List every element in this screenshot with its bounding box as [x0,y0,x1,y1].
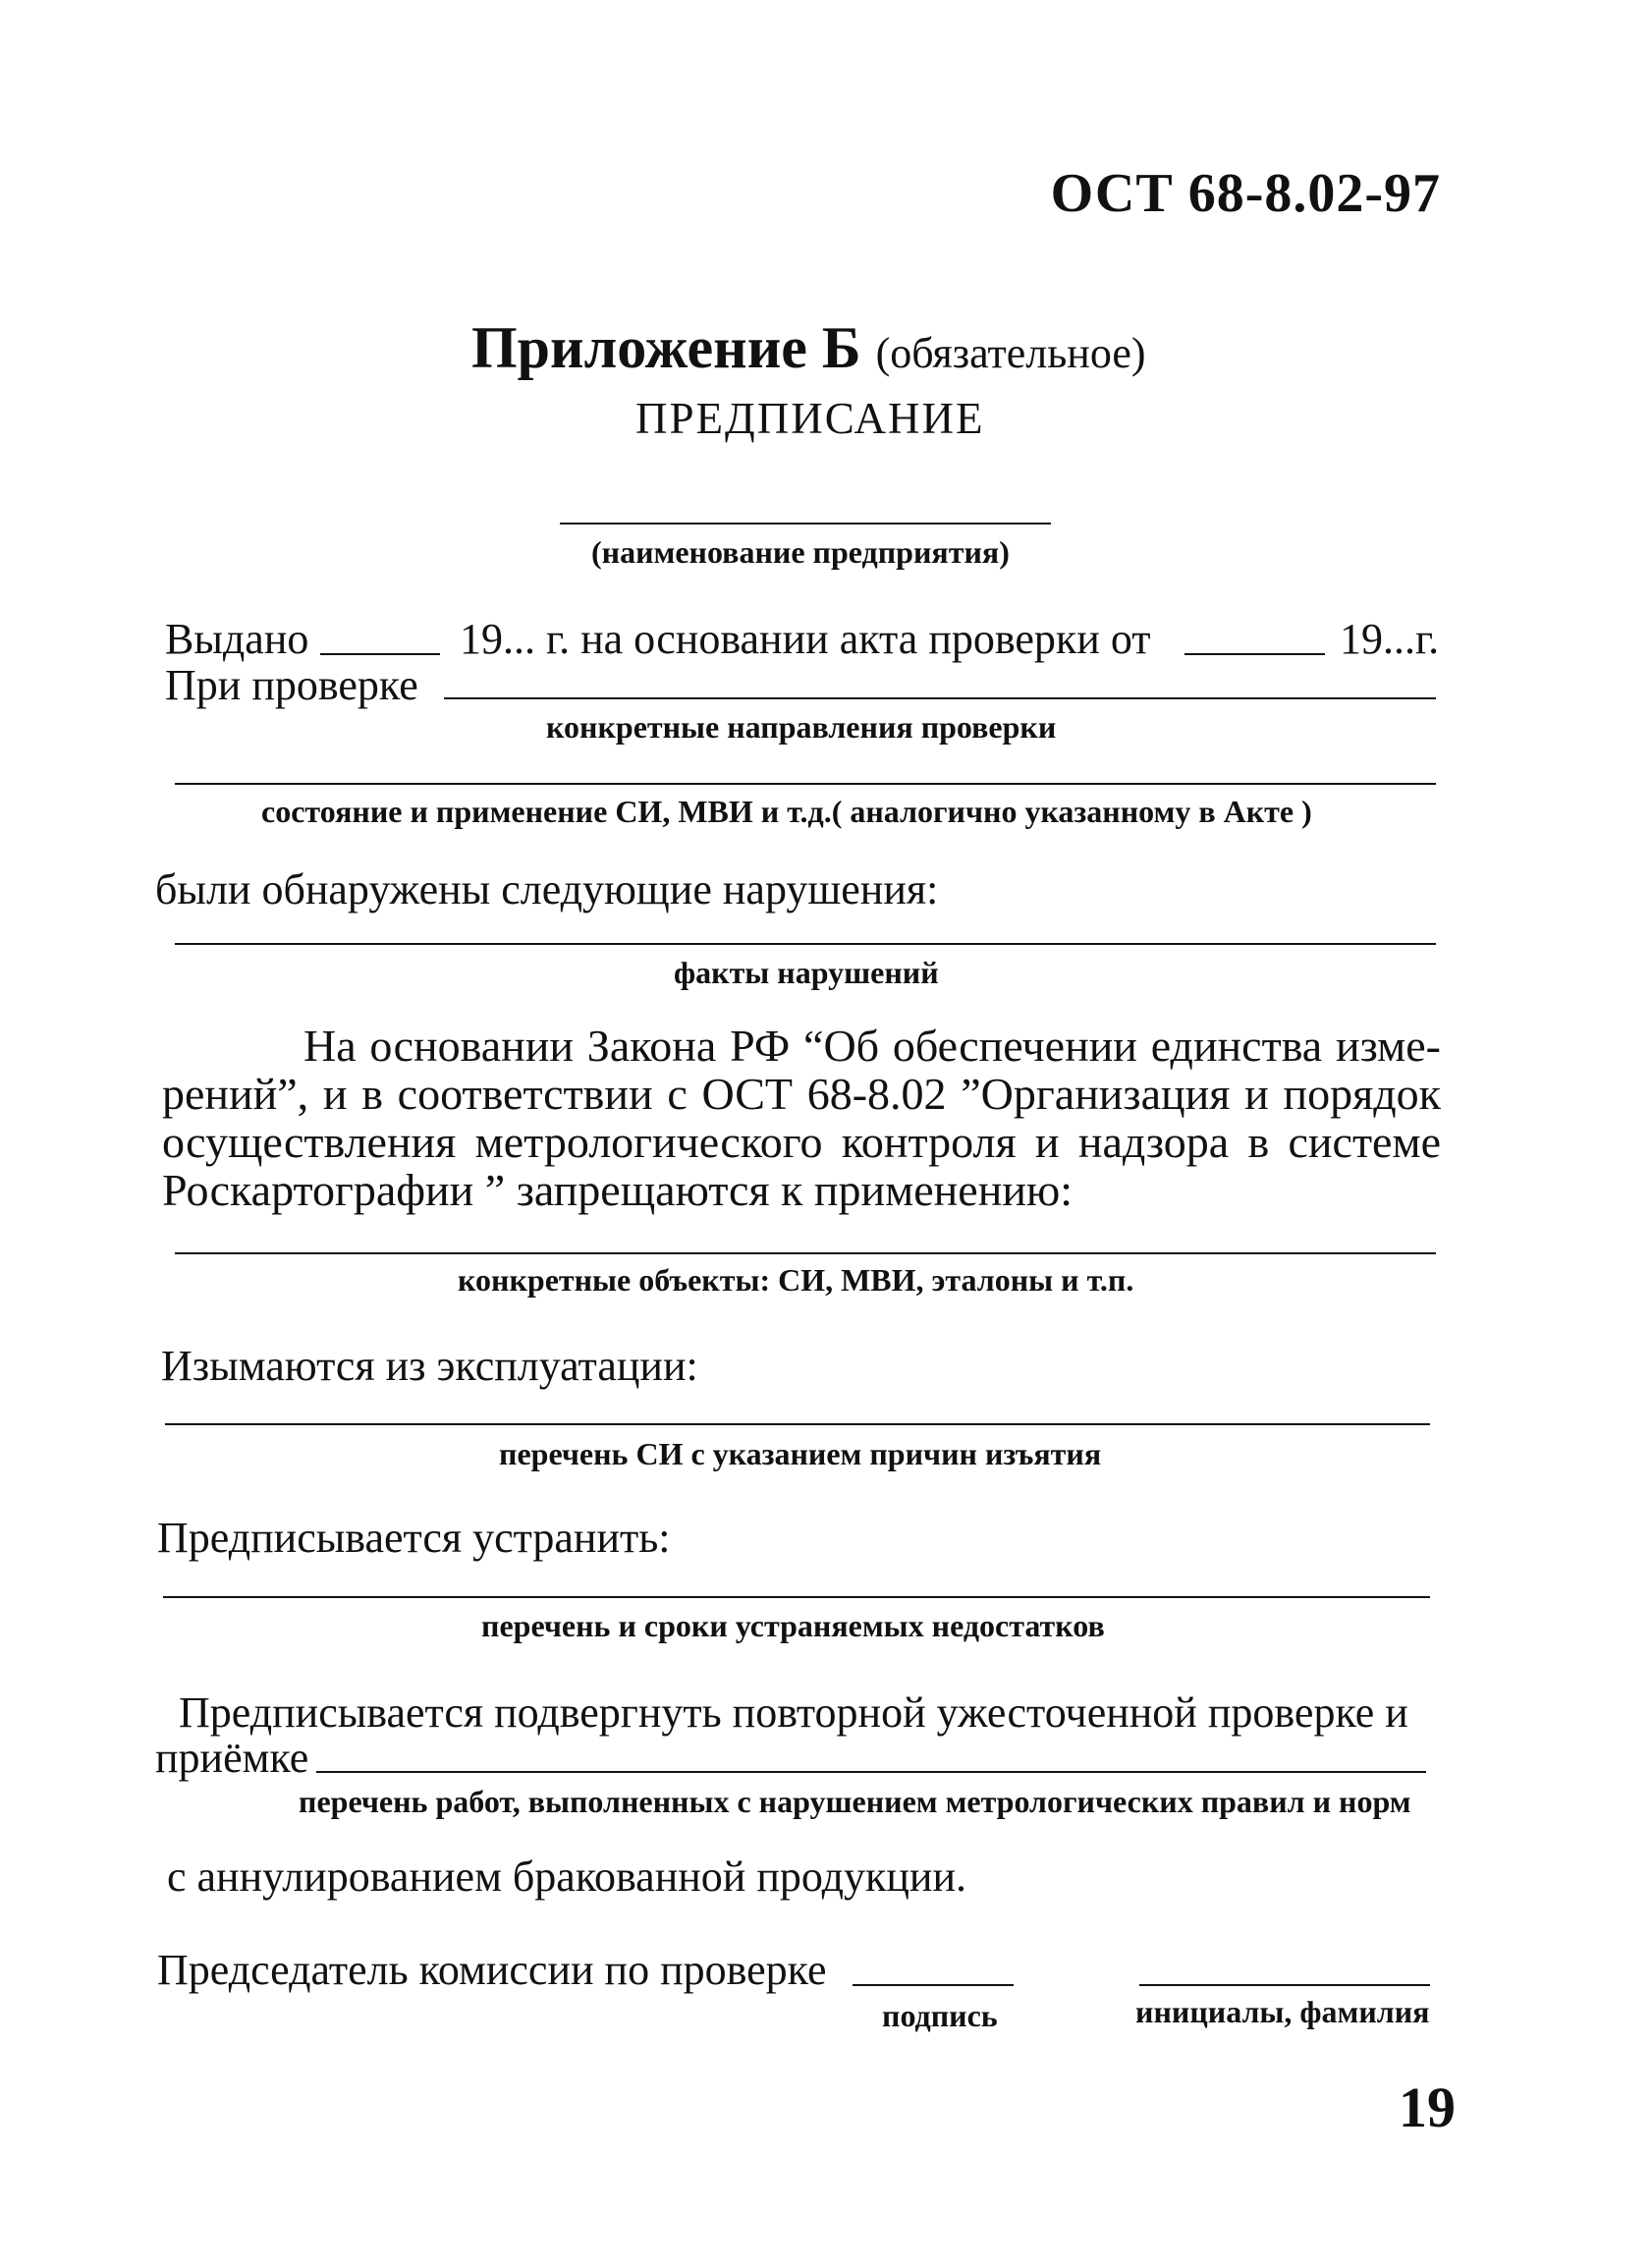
violations-label: были обнаружены следующие нарушения: [155,865,939,913]
eliminate-line [163,1596,1430,1598]
prohibited-objects-line [175,1252,1436,1254]
org-name-line [560,523,1051,525]
inspection-state-line [175,783,1436,785]
inspection-caption-state: состояние и применение СИ, МВИ и т.д.( аналогично указанному в Акте ) [261,794,1312,829]
reinspection-line2: приёмке [155,1734,309,1782]
inspection-label: При проверке [165,661,418,709]
issued-suffix: 19...г. [1340,615,1440,663]
name-caption: инициалы, фамилия [1135,1994,1430,2029]
withdrawn-caption: перечень СИ с указанием причин изъятия [499,1436,1102,1471]
annulment-text: с аннулированием бракованной продукции. [167,1852,967,1901]
violations-caption: факты нарушений [674,955,939,990]
reinspection-line1: Предписывается подвергнуть повторной ужесточенной проверке и [179,1688,1408,1737]
name-line [1139,1984,1430,1986]
appendix-title [471,314,1146,382]
signature-label: Председатель комиссии по проверке [157,1946,827,1994]
eliminate-label: Предписывается устранить: [157,1514,671,1562]
withdrawn-line [165,1423,1430,1425]
appendix-label: Приложение Б [471,315,861,380]
org-name-caption: (наименование предприятия) [591,534,1010,570]
inspection-line [444,697,1436,699]
act-date-line [1184,653,1325,655]
legal-paragraph-text: На основании Закона РФ “Об обеспечении единства изме- рений”, и в соответствии с ОСТ 68-8.02 ”Организация и порядок осуществления метрологического контроля и надзора в системе Роскартографии ” запрещаются к применению: [162,1021,1441,1215]
violations-line [175,943,1436,945]
standard-code: ОСТ 68-8.02-97 [1050,163,1441,224]
prohibited-objects-caption: конкретные объекты: СИ, МВИ, эталоны и т.п. [458,1262,1134,1298]
signature-caption: подпись [882,1998,998,2033]
signature-line [853,1984,1014,1986]
document-name: ПРЕДПИСАНИЕ [635,394,985,443]
reinspection-caption: перечень работ, выполненных с нарушением метрологических правил и норм [299,1784,1411,1819]
issued-prefix: Выдано [165,615,309,663]
page-number: 19 [1399,2075,1456,2139]
inspection-caption-directions: конкретные направления проверки [546,709,1057,745]
appendix-status: (обязательное) [875,329,1146,377]
issued-middle: 19... г. на основании акта проверки от [460,615,1151,663]
reinspection-line [316,1771,1426,1773]
eliminate-caption: перечень и сроки устраняемых недостатков [481,1608,1105,1643]
issued-date-line [320,653,440,655]
legal-paragraph [162,1022,1441,1214]
withdrawn-label: Изымаются из эксплуатации: [161,1342,698,1390]
